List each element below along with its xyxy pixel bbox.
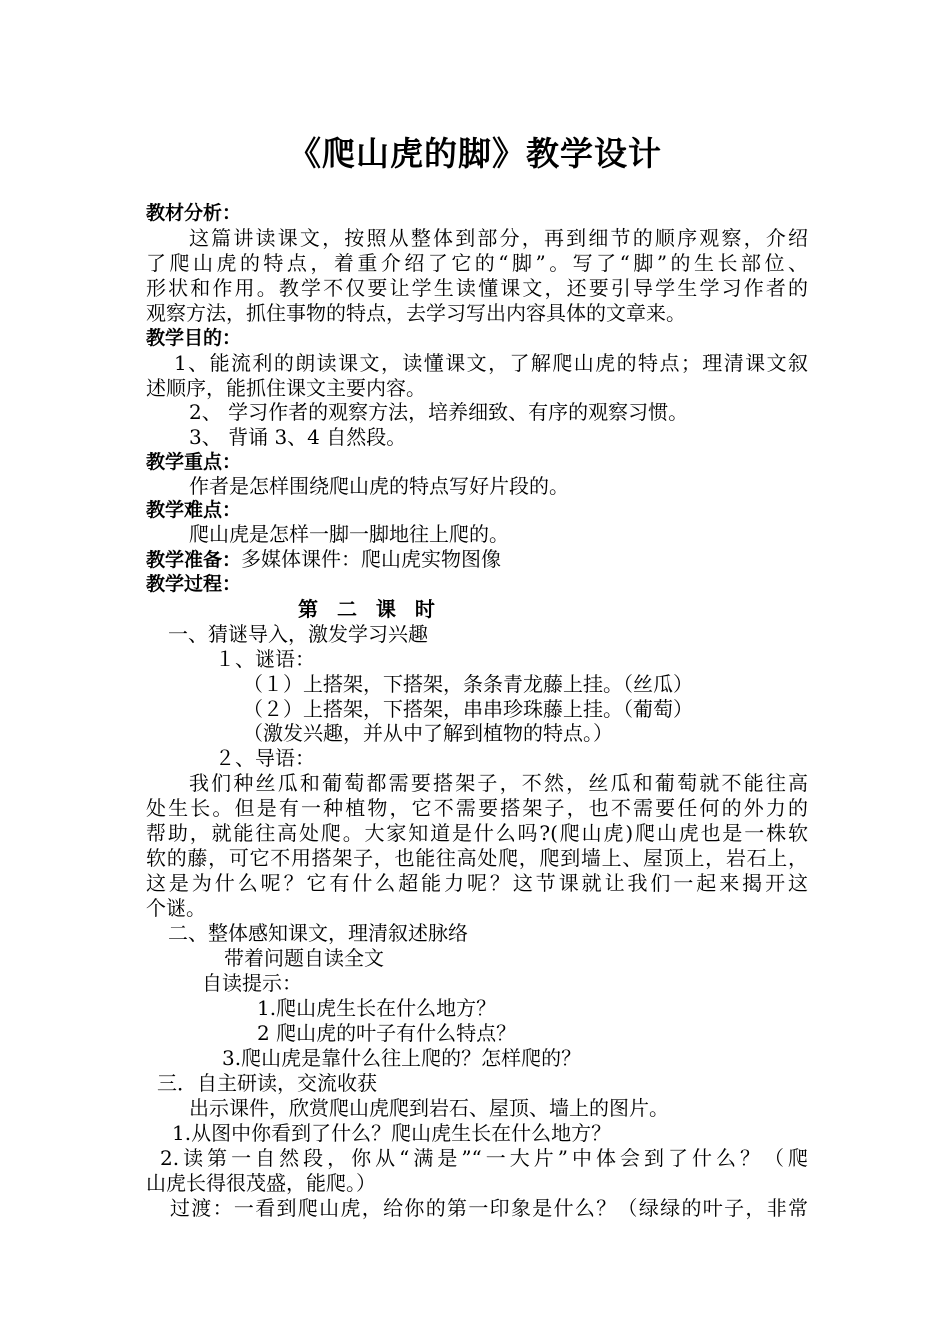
key-points-text: 作者是怎样围绕爬山虎的特点写好片段的。 bbox=[189, 474, 569, 498]
paragraph-line: 了爬山虎的特点，着重介绍了它的“脚”。写了“脚”的生长部位、 bbox=[146, 251, 808, 275]
reading-tip-1: 1.爬山虎生长在什么地方？ bbox=[257, 996, 497, 1020]
section-2-heading: 二、整体感知课文，理清叙述脉络 bbox=[168, 921, 468, 945]
document-title: 《爬山虎的脚》教学设计 bbox=[288, 134, 662, 173]
heading-process: 教学过程： bbox=[146, 573, 242, 595]
riddle-note: （激发兴趣，并从中了解到植物的特点。） bbox=[243, 721, 613, 745]
reading-tip-2: 2 爬山虎的叶子有什么特点？ bbox=[257, 1021, 517, 1045]
section-2-text: 带着问题自读全文 bbox=[224, 946, 384, 970]
transition-line: 过渡：一看到爬山虎，给你的第一印象是什么？（绿绿的叶子，非常 bbox=[170, 1196, 808, 1220]
paragraph-line: 我们种丝瓜和葡萄都需要搭架子，不然，丝瓜和葡萄就不能往高 bbox=[189, 771, 808, 795]
goal-item-1: 1、能流利的朗读课文，读懂课文，了解爬山虎的特点；理清课文叙 bbox=[174, 351, 808, 375]
heading-material-analysis: 教材分析： bbox=[146, 202, 242, 224]
goal-item-2: 2、 学习作者的观察方法，培养细致、有序的观察习惯。 bbox=[189, 400, 689, 424]
preparation-text: 多媒体课件：爬山虎实物图像 bbox=[241, 547, 502, 571]
difficulties-text: 爬山虎是怎样一脚一脚地往上爬的。 bbox=[189, 522, 509, 546]
list-item: １、谜语： bbox=[215, 647, 315, 671]
section-3-text: 出示课件，欣赏爬山虎爬到岩石、屋顶、墙上的图片。 bbox=[189, 1096, 669, 1120]
question-2: 2.读第一自然段，你从“满是”“一大片”中体会到了什么？（爬 bbox=[160, 1146, 808, 1170]
paragraph-line: 帮助，就能往高处爬。大家知道是什么吗?(爬山虎)爬山虎也是一株软 bbox=[146, 821, 808, 845]
riddle-2: （２）上搭架，下搭架，串串珍珠藤上挂。（葡萄） bbox=[243, 697, 693, 721]
heading-difficulties: 教学难点： bbox=[146, 499, 242, 521]
question-2-cont: 山虎长得很茂盛，能爬。） bbox=[146, 1171, 376, 1195]
riddle-1: （１）上搭架，下搭架，条条青龙藤上挂。（丝瓜） bbox=[243, 672, 693, 696]
heading-preparation: 教学准备： bbox=[146, 549, 242, 571]
list-item: ２、导语： bbox=[215, 746, 315, 770]
goal-item-1-cont: 述顺序，能抓住课文主要内容。 bbox=[146, 376, 426, 400]
section-3-heading: 三．自主研读，交流收获 bbox=[157, 1071, 377, 1095]
paragraph-line: 这是为什么呢？它有什么超能力呢？这节课就让我们一起来揭开这 bbox=[146, 871, 808, 895]
paragraph-line: 形状和作用。教学不仅要让学生读懂课文，还要引导学生学习作者的 bbox=[146, 276, 808, 300]
lesson-subtitle: 第 二 课 时 bbox=[298, 597, 441, 621]
section-1-heading: 一、猜谜导入，激发学习兴趣 bbox=[168, 622, 428, 646]
heading-key-points: 教学重点： bbox=[146, 451, 242, 473]
reading-tip-3: 3.爬山虎是靠什么往上爬的？怎样爬的？ bbox=[222, 1046, 582, 1070]
paragraph-line: 个谜。 bbox=[146, 896, 206, 920]
paragraph-line: 观察方法，抓住事物的特点，去学习写出内容具体的文章来。 bbox=[146, 301, 686, 325]
paragraph-line: 处生长。但是有一种植物，它不需要搭架子，也不需要任何的外力的 bbox=[146, 796, 808, 820]
question-1: 1.从图中你看到了什么？爬山虎生长在什么地方？ bbox=[172, 1121, 612, 1145]
paragraph-line: 软的藤，可它不用搭架子，也能往高处爬，爬到墙上、屋顶上，岩石上， bbox=[146, 846, 808, 870]
goal-item-3: 3、 背诵 3、4 自然段。 bbox=[189, 425, 407, 449]
paragraph-line: 这篇讲读课文，按照从整体到部分，再到细节的顺序观察，介绍 bbox=[189, 226, 808, 250]
preparation-line bbox=[146, 547, 501, 572]
heading-teaching-goals: 教学目的： bbox=[146, 327, 242, 349]
reading-tips-label: 自读提示： bbox=[202, 971, 302, 995]
